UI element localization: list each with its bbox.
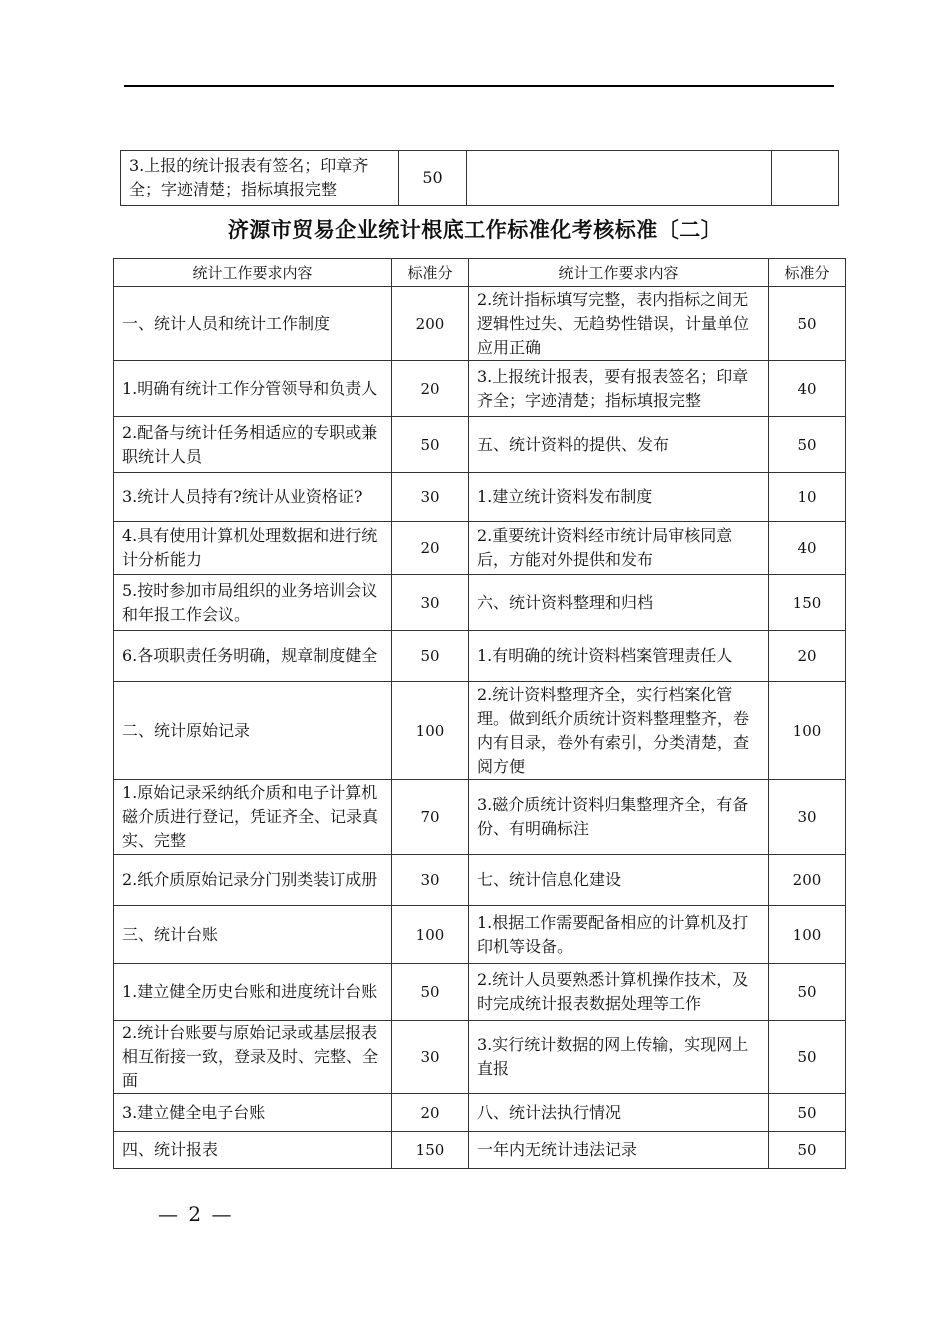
table-row	[114, 575, 846, 631]
table-row	[114, 361, 846, 417]
requirement-cell: 3.统计人员持有?统计从业资格证?	[114, 473, 392, 522]
requirement-cell: 2.统计指标填写完整，表内指标之间无逻辑性过失、无趋势性错误，计量单位应用正确	[469, 287, 769, 361]
requirement-cell: 一、统计人员和统计工作制度	[114, 287, 392, 361]
score-cell: 30	[392, 1021, 469, 1094]
requirement-cell: 1.建立健全历史台账和进度统计台账	[114, 964, 392, 1021]
table-row	[114, 1132, 846, 1169]
table-row	[114, 522, 846, 575]
score-cell: 100	[769, 906, 846, 964]
requirement-cell: 七、统计信息化建设	[469, 855, 769, 906]
requirement-cell: 1.根据工作需要配备相应的计算机及打印机等设备。	[469, 906, 769, 964]
requirement-cell	[467, 151, 772, 206]
score-cell: 50	[769, 417, 846, 473]
score-cell: 50	[392, 417, 469, 473]
requirement-cell: 3.实行统计数据的网上传输，实现网上直报	[469, 1021, 769, 1094]
score-cell: 50	[769, 1132, 846, 1169]
requirement-cell: 1.原始记录采纳纸介质和电子计算机磁介质进行登记，凭证齐全、记录真实、完整	[114, 780, 392, 855]
requirement-cell: 六、统计资料整理和归档	[469, 575, 769, 631]
requirement-cell: 2.重要统计资料经市统计局审核同意后，方能对外提供和发布	[469, 522, 769, 575]
score-cell: 30	[392, 575, 469, 631]
column-header-requirements: 统计工作要求内容	[114, 259, 392, 287]
score-cell: 20	[769, 631, 846, 682]
score-cell: 10	[769, 473, 846, 522]
requirement-cell: 2.纸介质原始记录分门别类装订成册	[114, 855, 392, 906]
assessment-table	[113, 258, 846, 1169]
score-cell: 150	[769, 575, 846, 631]
page-number: — 2 —	[158, 1202, 234, 1226]
score-cell: 40	[769, 361, 846, 417]
score-cell: 30	[392, 473, 469, 522]
column-header-requirements: 统计工作要求内容	[469, 259, 769, 287]
requirement-cell: 2.统计台账要与原始记录或基层报表相互衔接一致，登录及时、完整、全面	[114, 1021, 392, 1094]
table-row	[114, 1094, 846, 1132]
score-cell: 20	[392, 361, 469, 417]
score-cell: 50	[769, 287, 846, 361]
score-cell: 100	[392, 682, 469, 780]
requirement-cell: 3.磁介质统计资料归集整理齐全，有备份、有明确标注	[469, 780, 769, 855]
table-row	[114, 473, 846, 522]
document-title: 济源市贸易企业统计根底工作标准化考核标准〔二〕	[227, 218, 723, 242]
table-row	[121, 151, 839, 206]
column-header-score: 标准分	[769, 259, 846, 287]
score-cell: 50	[392, 964, 469, 1021]
score-cell: 100	[392, 906, 469, 964]
table-row	[114, 287, 846, 361]
header-rule	[124, 85, 834, 87]
score-cell: 40	[769, 522, 846, 575]
requirement-cell: 1.明确有统计工作分管领导和负责人	[114, 361, 392, 417]
score-cell: 20	[392, 1094, 469, 1132]
score-cell: 30	[769, 780, 846, 855]
continued-table	[120, 150, 839, 206]
score-cell: 200	[392, 287, 469, 361]
requirement-cell: 3.上报的统计报表有签名；印章齐全；字迹清楚；指标填报完整	[121, 151, 399, 206]
requirement-cell: 5.按时参加市局组织的业务培训会议和年报工作会议。	[114, 575, 392, 631]
score-cell: 150	[392, 1132, 469, 1169]
score-cell: 100	[769, 682, 846, 780]
table-row	[114, 964, 846, 1021]
score-cell: 70	[392, 780, 469, 855]
requirement-cell: 四、统计报表	[114, 1132, 392, 1169]
score-cell: 30	[392, 855, 469, 906]
requirement-cell: 1.建立统计资料发布制度	[469, 473, 769, 522]
requirement-cell: 二、统计原始记录	[114, 682, 392, 780]
requirement-cell: 6.各项职责任务明确，规章制度健全	[114, 631, 392, 682]
score-cell: 50	[769, 1094, 846, 1132]
requirement-cell: 五、统计资料的提供、发布	[469, 417, 769, 473]
requirement-cell: 2.统计人员要熟悉计算机操作技术，及时完成统计报表数据处理等工作	[469, 964, 769, 1021]
score-cell: 50	[769, 964, 846, 1021]
requirement-cell: 3.上报统计报表，要有报表签名；印章齐全；字迹清楚；指标填报完整	[469, 361, 769, 417]
table-row	[114, 417, 846, 473]
requirement-cell: 1.有明确的统计资料档案管理责任人	[469, 631, 769, 682]
table-row	[114, 682, 846, 780]
requirement-cell: 八、统计法执行情况	[469, 1094, 769, 1132]
table-row	[114, 855, 846, 906]
table-row	[114, 906, 846, 964]
requirement-cell: 2.配备与统计任务相适应的专职或兼职统计人员	[114, 417, 392, 473]
score-cell: 20	[392, 522, 469, 575]
score-cell: 50	[392, 631, 469, 682]
requirement-cell: 3.建立健全电子台账	[114, 1094, 392, 1132]
requirement-cell: 2.统计资料整理齐全，实行档案化管理。做到纸介质统计资料整理整齐，卷内有目录，卷外有索引，分类清楚，查阅方便	[469, 682, 769, 780]
requirement-cell: 4.具有使用计算机处理数据和进行统计分析能力	[114, 522, 392, 575]
requirement-cell: 一年内无统计违法记录	[469, 1132, 769, 1169]
score-cell	[772, 151, 839, 206]
table-row	[114, 631, 846, 682]
requirement-cell: 三、统计台账	[114, 906, 392, 964]
score-cell: 50	[769, 1021, 846, 1094]
score-cell: 200	[769, 855, 846, 906]
table-header-row	[114, 259, 846, 287]
score-cell: 50	[399, 151, 467, 206]
table-row	[114, 1021, 846, 1094]
table-row	[114, 780, 846, 855]
column-header-score: 标准分	[392, 259, 469, 287]
